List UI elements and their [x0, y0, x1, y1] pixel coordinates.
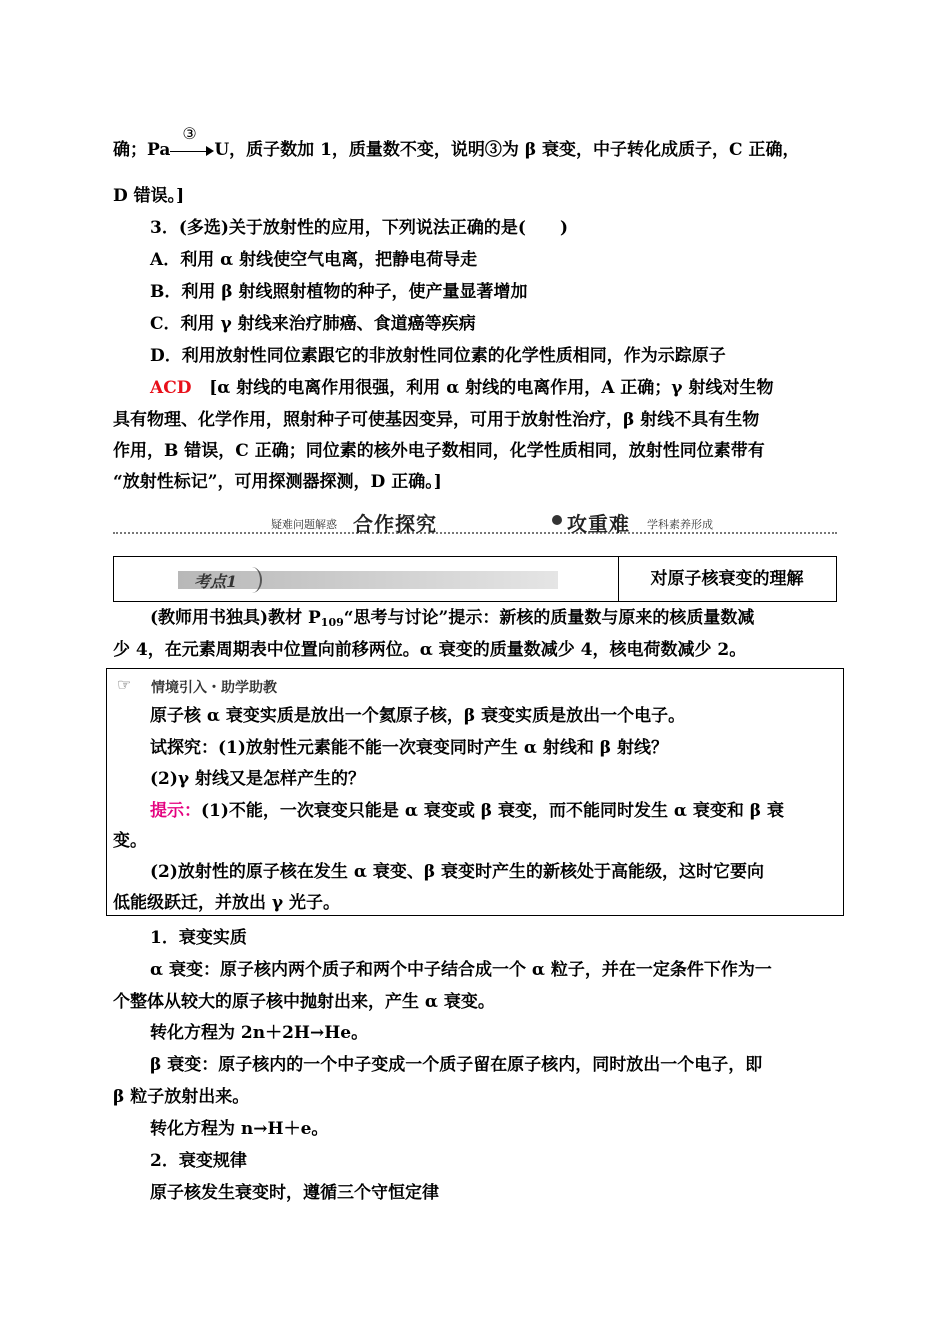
beta-equation: 转化方程为 n→H＋e。: [150, 1119, 329, 1139]
option-a: A．利用 α 射线使空气电离，把静电荷导走: [150, 250, 478, 270]
kaodian-tag: 考点1: [194, 572, 238, 591]
reaction-arrow-label: ③: [182, 123, 197, 143]
beta-line-2: β 粒子放射出来。: [113, 1087, 250, 1107]
section-2-heading: 2．衰变规律: [150, 1151, 247, 1171]
alpha-equation: 转化方程为 2n＋2H→He。: [150, 1023, 369, 1043]
alpha-line-2: 个整体从较大的原子核中抛射出来，产生 α 衰变。: [113, 992, 495, 1012]
continuation-line-1: 确；Pa ③ U，质子数加 1，质量数不变，说明③为 β 衰变，中子转化成质子，C 正确，: [113, 123, 800, 160]
section-1-heading: 1．衰变实质: [150, 928, 247, 948]
pointing-hand-icon: ☞: [117, 675, 132, 694]
option-c: C．利用 γ 射线来治疗肺癌、食道癌等疾病: [150, 314, 476, 334]
alpha-line-1: α 衰变：原子核内两个质子和两个中子结合成一个 α 粒子，并在一定条件下作为一: [150, 960, 772, 980]
option-d: D．利用放射性同位素跟它的非放射性同位素的化学性质相同，作为示踪原子: [150, 346, 726, 366]
box-hint-line-2: 变。: [113, 831, 147, 851]
kaodian-table: [113, 556, 837, 602]
context-box-header: 情境引入・助学助教: [151, 680, 277, 696]
box-hint-line-3: (2)放射性的原子核在发生 α 衰变、β 衰变时产生的新核处于高能级，这时它要向: [150, 862, 765, 882]
option-b: B．利用 β 射线照射植物的种子，使产量显著增加: [150, 282, 528, 302]
banner-title-right: 攻重难: [567, 512, 630, 536]
answer-line: ACD [α 射线的电离作用很强，利用 α 射线的电离作用，A 正确；γ 射线对生物: [150, 378, 774, 398]
continuation-line-2: D 错误。]: [113, 186, 185, 206]
box-line-3: (2)γ 射线又是怎样产生的？: [150, 769, 366, 789]
section-banner: [113, 508, 837, 536]
hint-label: 提示：: [150, 801, 201, 821]
teacher-note-line-2: 少 4，在元素周期表中位置向前移两位。α 衰变的质量数减少 4，核电荷数减少 2。: [113, 640, 747, 660]
question-stem: 3．(多选)关于放射性的应用，下列说法正确的是( ): [150, 218, 569, 238]
section-2-line: 原子核发生衰变时，遵循三个守恒定律: [150, 1183, 439, 1203]
kaodian-title: 对原子核衰变的理解: [650, 569, 804, 589]
explanation-line-2: 具有物理、化学作用，照射种子可使基因变异，可用于放射性治疗，β 射线不具有生物: [113, 410, 760, 430]
teacher-note-line-1: (教师用书独具)教材 $P_{109}“$思考与讨论”提示：新核的质量数与原来的核质量数减: [150, 608, 755, 629]
explanation-line-3: 作用，B 错误，C 正确；同位素的核外电子数相同，化学性质相同，放射性同位素带有: [113, 441, 765, 461]
box-line-1: 原子核 α 衰变实质是放出一个氦原子核，β 衰变实质是放出一个电子。: [150, 706, 686, 726]
answer: ACD: [150, 378, 192, 398]
beta-line-1: β 衰变：原子核内的一个中子变成一个质子留在原子核内，同时放出一个电子，即: [150, 1055, 763, 1075]
banner-left-text: 疑难问题解惑: [271, 518, 337, 531]
banner-separator-icon: [552, 515, 562, 525]
box-hint-line-4: 低能级跃迁，并放出 γ 光子。: [113, 893, 341, 913]
reaction-arrow: [170, 123, 214, 161]
banner-title-left: 合作探究: [353, 512, 437, 536]
box-line-2: 试探究：(1)放射性元素能不能一次衰变同时产生 α 射线和 β 射线？: [150, 738, 668, 758]
explanation-line-4: “放射性标记”，可用探测器探测，D 正确。]: [113, 472, 442, 492]
banner-right-text: 学科素养形成: [647, 518, 713, 531]
box-hint-line-1: 提示：(1)不能，一次衰变只能是 α 衰变或 β 衰变，而不能同时发生 α 衰变和 β 衰: [150, 801, 785, 821]
